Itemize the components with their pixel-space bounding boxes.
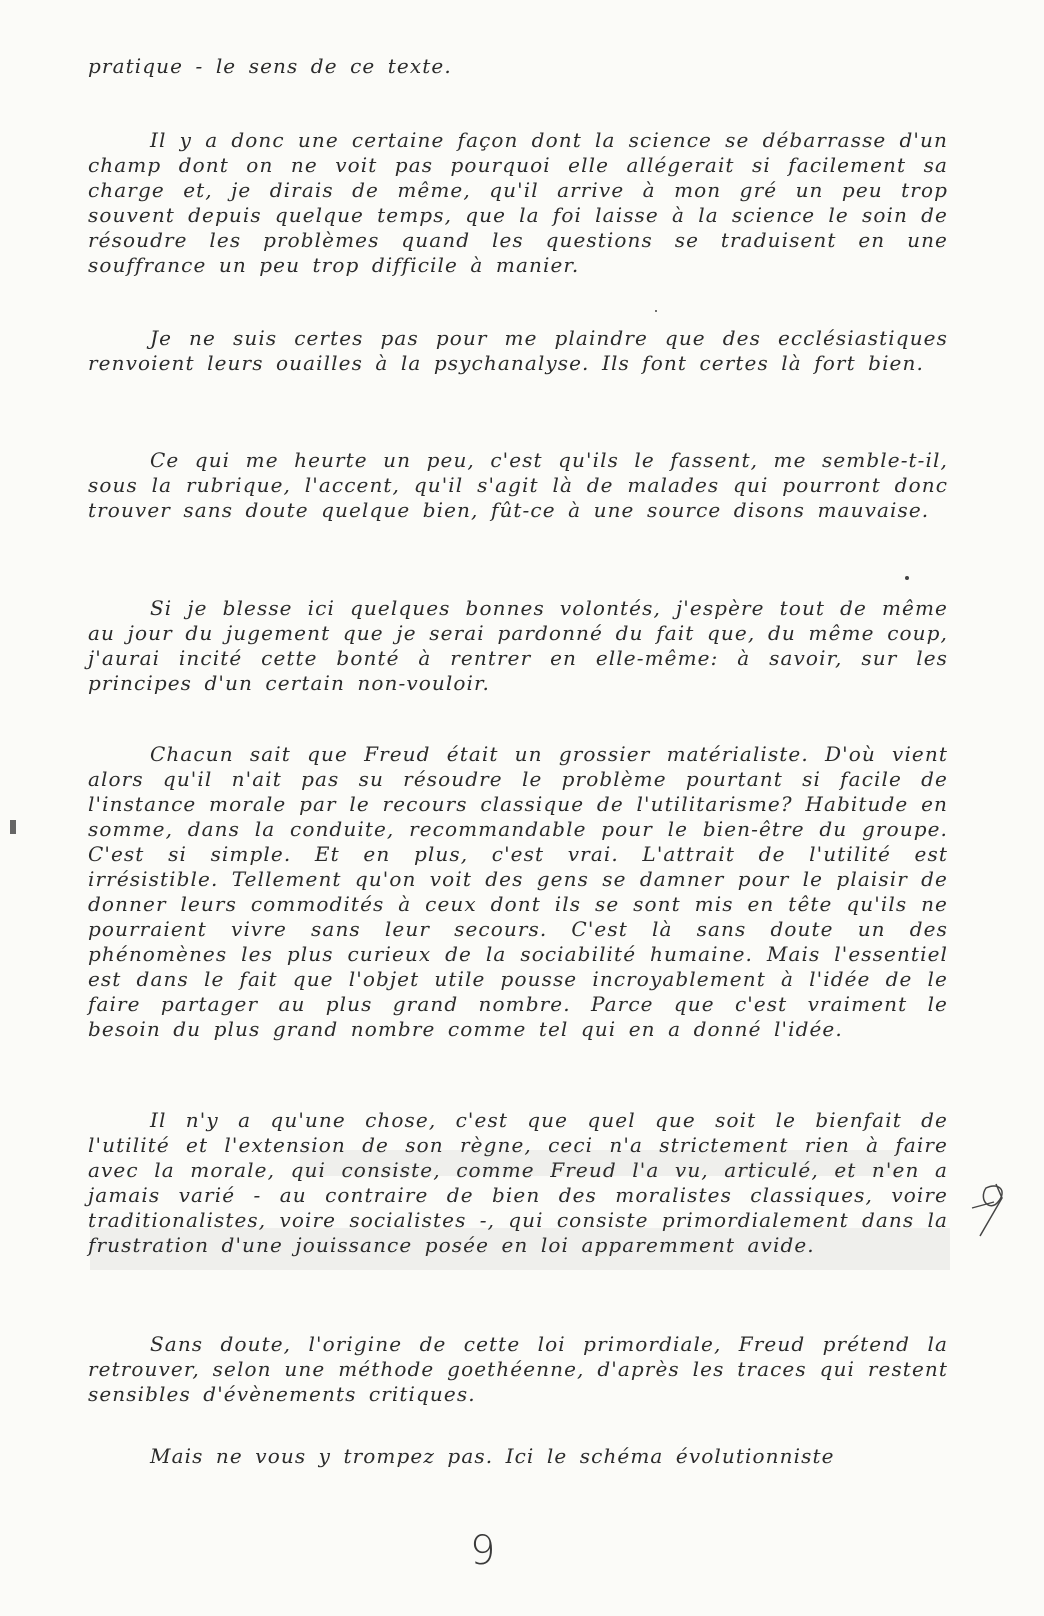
paragraph-6: Chacun sait que Freud était un grossier matérialiste. D'où vient alors qu'il n'ait pas su résoudre le problème pourtant si facile de l'instance morale par le recours classique de l'utilitarisme? Habitude en somme, dans la conduite, recommandable pour le bien-être du groupe. C'est si simple. Et en plus, c'est vrai. L'attrait de l'utilité est irrésistible. Tellement qu'on voit des gens se damner pour le plaisir de donner leurs commodités à ceux dont ils se sont mis en tête qu'ils ne pourraient vivre sans leur secours. C'est là sans doute un des phénomènes les plus curieux de la sociabilité humaine. Mais l'essentiel est dans le fait que l'objet utile pousse incroyablement à l'idée de le faire partager au plus grand nombre. Parce que c'est vraiment le besoin du plus grand nombre comme tel qui en a donné l'idée. bbox=[88, 742, 948, 1041]
paragraph-8: Sans doute, l'origine de cette loi primordiale, Freud prétend la retrouver, selon une méthode goethéenne, d'après les traces qui restent sensibles d'évènements critiques. bbox=[88, 1332, 948, 1406]
paragraph-2: Il y a donc une certaine façon dont la science se débarrasse d'un champ dont on ne voit pas pourquoi elle allégerait si facilement sa charge et, je dirais de même, qu'il arrive à mon gré un peu trop souvent depuis quelque temps, que la foi laisse à la science le soin de résoudre les problèmes quand les questions se traduisent en une souffrance un peu trop difficile à manier. bbox=[88, 128, 948, 277]
page-number: 9 bbox=[470, 1528, 496, 1574]
paragraph-1: pratique - le sens de ce texte. bbox=[88, 54, 452, 78]
margin-tick bbox=[10, 820, 16, 834]
paragraph-3: Je ne suis certes pas pour me plaindre que des ecclésiastiques renvoient leurs ouailles à la psychanalyse. Ils font certes là fort bien. bbox=[88, 326, 948, 375]
paragraph-9: Mais ne vous y trompez pas. Ici le schéma évolutionniste bbox=[150, 1444, 835, 1468]
handwritten-margin-mark bbox=[968, 1180, 1018, 1240]
stray-dot bbox=[905, 576, 909, 580]
stray-dot bbox=[655, 310, 657, 312]
paragraph-5: Si je blesse ici quelques bonnes volontés, j'espère tout de même au jour du jugement que je serai pardonné du fait que, du même coup, j'aurai incité cette bonté à rentrer en elle-même: à savoir, sur les principes d'un certain non-vouloir. bbox=[88, 596, 948, 695]
paragraph-4: Ce qui me heurte un peu, c'est qu'ils le fassent, me semble-t-il, sous la rubrique, l'accent, qu'il s'agit là de malades qui pourront donc trouver sans doute quelque bien, fût-ce à une source disons mauvaise. bbox=[88, 448, 948, 522]
paragraph-7: Il n'y a qu'une chose, c'est que quel que soit le bienfait de l'utilité et l'extension de son règne, ceci n'a strictement rien à faire avec la morale, qui consiste, comme Freud l'a vu, articulé, et n'en a jamais varié - au contraire de bien des moralistes classiques, voire traditionalistes, voire socialistes -, qui consiste primordialement dans la frustration d'une jouissance posée en loi apparemment avide. bbox=[88, 1108, 948, 1257]
